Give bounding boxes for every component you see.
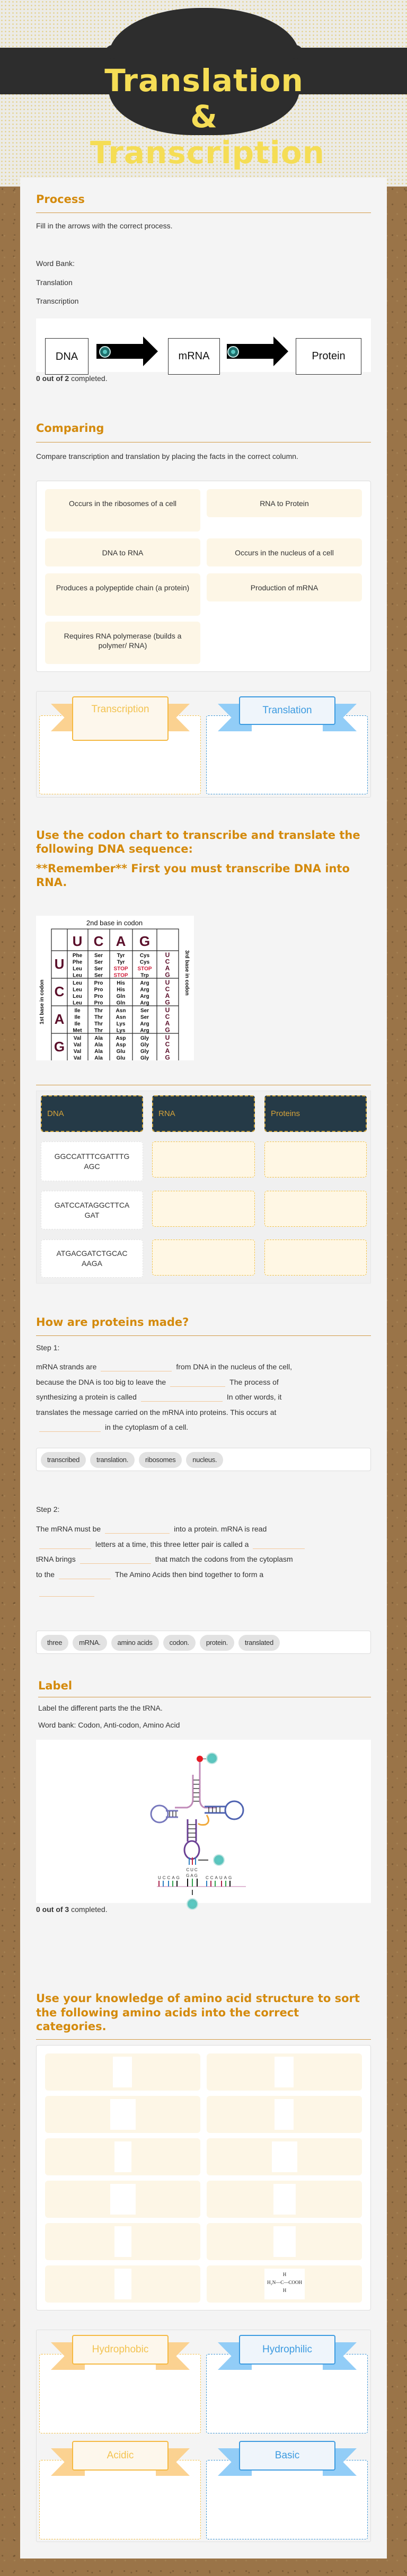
hotspot-codon[interactable]	[187, 1898, 198, 1910]
category-ribbon-acidic	[51, 2441, 190, 2483]
category-label: Translation	[239, 696, 335, 725]
svg-text:Thr: Thr	[94, 1014, 103, 1021]
svg-text:A: A	[116, 933, 126, 949]
step2-text: letters at a time, this three letter pair is called a	[95, 1539, 249, 1548]
trna-diagram	[36, 1740, 371, 1903]
svg-text:3rd base in codon: 3rd base in codon	[184, 950, 190, 996]
blank-input[interactable]	[59, 1571, 111, 1579]
svg-text:Ser: Ser	[140, 1008, 149, 1014]
svg-text:U: U	[165, 979, 170, 986]
process-instruction: Fill in the arrows with the correct process.	[36, 222, 173, 230]
svg-text:Ala: Ala	[94, 1042, 103, 1048]
svg-text:1st base in codon: 1st base in codon	[39, 979, 45, 1024]
svg-text:Leu: Leu	[73, 966, 82, 972]
category-label: Transcription	[72, 696, 169, 741]
protein-drop-zone-2[interactable]	[264, 1191, 367, 1227]
svg-text:Lys: Lys	[116, 1021, 126, 1027]
svg-text:Pro: Pro	[94, 980, 103, 986]
dna-seq-line: GATCCATAGGCTTCA	[54, 1200, 130, 1209]
word-bank-label: Word Bank:	[36, 259, 75, 268]
rna-drop-zone-1[interactable]	[152, 1141, 255, 1178]
svg-text:Asp: Asp	[116, 1035, 126, 1041]
tryptophan-structure-image	[275, 2099, 294, 2130]
category-label: Hydrophobic	[72, 2335, 169, 2365]
amino-item[interactable]	[207, 2096, 362, 2133]
svg-text:His: His	[117, 980, 125, 986]
word-chip[interactable]: codon.	[163, 1635, 196, 1651]
formula-h: H	[282, 2288, 287, 2293]
dna-box: DNA	[45, 338, 89, 375]
svg-text:STOP: STOP	[137, 966, 152, 972]
formula-right: —COOH	[284, 2280, 302, 2285]
svg-text:Leu: Leu	[73, 972, 82, 979]
codon-chart-image	[36, 916, 194, 1060]
rna-drop-zone-2[interactable]	[152, 1191, 255, 1227]
aspartic-acid-structure-image	[110, 2099, 136, 2130]
dna-seq-line: AGC	[84, 1162, 100, 1171]
svg-text:Pro: Pro	[94, 987, 103, 993]
codon-table	[36, 1091, 371, 1283]
svg-text:C: C	[54, 984, 65, 999]
comparing-heading: Comparing	[36, 422, 104, 435]
amino-item[interactable]	[45, 2138, 200, 2175]
amino-item[interactable]	[45, 2223, 200, 2260]
svg-text:CCAUAG: CCAUAG	[206, 1875, 234, 1880]
svg-text:GAG: GAG	[186, 1873, 199, 1878]
process-diagram	[36, 318, 371, 372]
word-chip[interactable]: ribosomes	[139, 1452, 182, 1468]
amino-items-panel	[36, 2045, 371, 2311]
sort-item[interactable]: DNA to RNA	[45, 538, 200, 566]
svg-text:Arg: Arg	[140, 994, 149, 999]
sort-item[interactable]: Production of mRNA	[207, 573, 362, 601]
formula-center: C	[280, 2280, 284, 2285]
category-ribbon-basic	[218, 2441, 357, 2483]
dna-seq-line: AAGA	[82, 1259, 102, 1268]
step2-text: that match the codons from the cytoplasm	[155, 1555, 293, 1564]
label-word-bank: Word bank: Codon, Anti-codon, Amino Acid	[38, 1721, 180, 1729]
amino-heading: Use your knowledge of amino acid structure to sort the following amino acids into the correct categories.	[36, 1992, 360, 2033]
progress-count: 0 out of 2	[36, 374, 69, 383]
svg-text:Glu: Glu	[116, 1049, 126, 1055]
svg-text:Gln: Gln	[116, 1000, 126, 1006]
svg-text:C: C	[165, 1040, 170, 1048]
worksheet-card	[20, 178, 387, 2559]
formula-left: H₂N—	[267, 2280, 281, 2285]
protein-drop-zone-1[interactable]	[264, 1141, 367, 1178]
label-instruction: Label the different parts the the tRNA.	[38, 1704, 163, 1712]
svg-text:Ser: Ser	[94, 953, 103, 959]
sort-item[interactable]: Occurs in the ribosomes of a cell	[45, 489, 200, 532]
step2-text: to the	[36, 1570, 55, 1579]
svg-text:A: A	[54, 1011, 65, 1027]
step1-text: mRNA strands are	[36, 1362, 97, 1371]
protein-box: Protein	[296, 338, 361, 375]
dna-sequence-3	[41, 1240, 143, 1278]
category-label: Basic	[239, 2441, 335, 2471]
methionine-structure-image	[273, 2226, 296, 2257]
svg-text:Ala: Ala	[94, 1049, 103, 1055]
protein-drop-zone-3[interactable]	[264, 1240, 367, 1276]
svg-text:Arg: Arg	[140, 1021, 149, 1027]
svg-text:Met: Met	[73, 1028, 82, 1034]
amino-item[interactable]	[207, 2223, 362, 2260]
blank-input[interactable]	[80, 1555, 151, 1564]
svg-text:G: G	[165, 1054, 170, 1060]
svg-text:A: A	[165, 964, 170, 972]
svg-text:Ser: Ser	[94, 966, 103, 972]
blank-input[interactable]	[105, 1525, 170, 1534]
word-chip[interactable]: three	[41, 1635, 68, 1651]
step1-text: The process of	[229, 1377, 279, 1386]
amino-item[interactable]	[207, 2053, 362, 2091]
svg-text:Ala: Ala	[94, 1035, 103, 1041]
svg-text:A: A	[165, 1047, 170, 1055]
codon-chart	[36, 916, 194, 1060]
svg-text:Arg: Arg	[140, 987, 149, 993]
svg-text:Arg: Arg	[140, 1028, 149, 1034]
glycine-structure-image	[264, 2269, 305, 2299]
blank-input[interactable]	[39, 1541, 91, 1549]
svg-text:C: C	[165, 958, 170, 966]
codon-heading: Use the codon chart to transcribe and translate the following DNA sequence:	[36, 829, 360, 855]
category-label: Hydrophilic	[239, 2335, 335, 2365]
svg-text:Trp: Trp	[140, 972, 149, 979]
svg-text:Asn: Asn	[116, 1008, 126, 1014]
comparing-categories	[36, 691, 371, 798]
svg-text:Gly: Gly	[140, 1042, 149, 1048]
category-ribbon-transcription	[51, 696, 190, 739]
step2-label: Step 2:	[36, 1505, 60, 1513]
word-chip[interactable]: translated	[238, 1635, 280, 1651]
svg-text:Cys: Cys	[139, 953, 150, 959]
svg-text:C: C	[165, 1013, 170, 1021]
svg-text:Pro: Pro	[94, 994, 103, 999]
word-chip[interactable]: amino acids	[111, 1635, 159, 1651]
svg-text:Thr: Thr	[94, 1008, 103, 1014]
svg-text:Tyr: Tyr	[117, 953, 125, 959]
lysine-structure-image	[114, 2226, 131, 2257]
process-progress	[36, 374, 108, 383]
amino-item[interactable]	[45, 2265, 200, 2303]
arrow-head	[143, 337, 158, 366]
amino-item[interactable]	[207, 2265, 362, 2303]
hero-header	[0, 0, 407, 187]
svg-text:Val: Val	[73, 1049, 82, 1055]
dna-seq-line: ATGACGATCTGCAC	[56, 1249, 128, 1258]
category-label: Acidic	[72, 2441, 169, 2471]
column-header-rna: RNA	[152, 1095, 255, 1132]
step1-paragraph	[36, 1359, 371, 1435]
word-chip[interactable]: transcribed	[41, 1452, 86, 1468]
svg-text:Arg: Arg	[140, 1000, 149, 1006]
category-ribbon-hydrophobic	[51, 2335, 190, 2377]
svg-text:Leu: Leu	[73, 1000, 82, 1006]
svg-text:U: U	[165, 1034, 170, 1041]
progress-suffix: completed.	[69, 1905, 108, 1914]
proteins-heading: How are proteins made?	[36, 1316, 189, 1329]
hotspot-amino-acid[interactable]	[206, 1752, 218, 1764]
svg-text:STOP: STOP	[113, 966, 128, 972]
trna-image	[36, 1740, 371, 1903]
step2-text: tRNA brings	[36, 1555, 76, 1564]
codon-reminder: **Remember** First you must transcribe DNA into RNA.	[36, 862, 350, 889]
amino-categories	[36, 2330, 371, 2542]
arrow-head	[273, 337, 288, 366]
svg-text:G: G	[54, 1039, 65, 1055]
svg-text:G: G	[165, 998, 170, 1006]
word-chip[interactable]: translation.	[90, 1452, 135, 1468]
histidine-structure-image	[110, 2184, 136, 2215]
formula-h: H	[282, 2272, 287, 2277]
step2-text: The Amino Acids then bind together to form a	[115, 1570, 264, 1579]
svg-text:Leu: Leu	[73, 980, 82, 986]
progress-count: 0 out of 3	[36, 1905, 69, 1914]
svg-text:G: G	[165, 1026, 170, 1034]
column-header-dna: DNA	[41, 1095, 143, 1132]
amino-divider	[36, 2039, 371, 2040]
comparing-instruction: Compare transcription and translation by placing the facts in the correct column.	[36, 452, 298, 461]
amino-item[interactable]	[207, 2181, 362, 2218]
svg-text:U: U	[54, 956, 65, 972]
dna-seq-line: GGCCATTTCGATTTG	[54, 1152, 130, 1161]
lysine-structure-image	[114, 2141, 131, 2172]
step1-text: because the DNA is too big to leave the	[36, 1377, 166, 1386]
blank-input[interactable]	[39, 1588, 94, 1597]
svg-text:Ser: Ser	[94, 959, 103, 966]
svg-text:U: U	[72, 933, 83, 949]
phenylalanine-structure-image	[113, 2057, 132, 2087]
word-bank-item: Transcription	[36, 297, 79, 305]
rna-drop-zone-3[interactable]	[152, 1240, 255, 1276]
step2-word-bank	[36, 1631, 371, 1654]
word-bank-item: Translation	[36, 278, 73, 287]
dna-seq-line: GAT	[84, 1210, 100, 1219]
svg-text:Pro: Pro	[94, 1000, 103, 1006]
title-line-2: Transcription	[90, 135, 325, 171]
word-chip[interactable]: mRNA.	[73, 1635, 107, 1651]
hotspot-arrow-1[interactable]	[99, 346, 111, 358]
step1-text: In other words, it	[226, 1393, 282, 1402]
svg-text:U: U	[165, 1006, 170, 1014]
label-heading: Label	[38, 1679, 73, 1692]
svg-text:Leu: Leu	[73, 987, 82, 993]
blank-input[interactable]	[39, 1423, 101, 1432]
svg-text:2nd base in codon: 2nd base in codon	[86, 919, 143, 927]
svg-text:Ser: Ser	[94, 972, 103, 979]
sort-item[interactable]: RNA to Protein	[207, 489, 362, 517]
step2-text: into a protein. mRNA is read	[174, 1525, 267, 1533]
svg-text:Thr: Thr	[94, 1028, 103, 1034]
mrna-box: mRNA	[168, 338, 220, 375]
process-heading: Process	[36, 193, 85, 206]
sort-item[interactable]: Produces a polypeptide chain (a protein)	[45, 573, 200, 616]
svg-text:Gly: Gly	[140, 1049, 149, 1055]
step2-paragraph	[36, 1521, 371, 1600]
blank-input[interactable]	[170, 1378, 225, 1387]
svg-text:UCCAG: UCCAG	[158, 1875, 181, 1880]
svg-text:C: C	[165, 985, 170, 993]
aspartic-acid-structure-image	[272, 2141, 297, 2172]
svg-text:C: C	[93, 933, 104, 949]
hotspot-anticodon[interactable]	[213, 1854, 225, 1866]
svg-text:A: A	[165, 1020, 170, 1027]
progress-suffix: completed.	[69, 374, 108, 383]
svg-text:Leu: Leu	[73, 994, 82, 999]
word-chip[interactable]: nucleus.	[186, 1452, 223, 1468]
svg-text:Cys: Cys	[139, 959, 150, 966]
step1-text: synthesizing a protein is called	[36, 1393, 137, 1402]
hotspot-arrow-2[interactable]	[227, 346, 239, 358]
step1-text: in the cytoplasm of a cell.	[105, 1423, 189, 1432]
glutamine-structure-image	[273, 2184, 296, 2215]
step1-text: translates the message carried on the mRNA into proteins. This occurs at	[36, 1407, 277, 1417]
step1-text: from DNA in the nucleus of the cell,	[176, 1362, 293, 1371]
title-line-1: Translation &	[104, 63, 304, 135]
word-chip[interactable]: protein.	[200, 1635, 234, 1651]
dna-sequence-1	[41, 1141, 143, 1181]
sort-item[interactable]: Requires RNA polymerase (builds a polymer/ RNA)	[45, 622, 200, 664]
svg-text:Val: Val	[73, 1055, 82, 1060]
step1-word-bank	[36, 1448, 371, 1471]
svg-text:Phe: Phe	[72, 953, 83, 959]
svg-text:G: G	[165, 971, 170, 979]
svg-text:Glu: Glu	[116, 1055, 126, 1060]
svg-text:CUC: CUC	[186, 1867, 199, 1872]
dna-sequence-2	[41, 1191, 143, 1229]
blank-input[interactable]	[141, 1393, 223, 1402]
label-progress	[36, 1905, 108, 1914]
svg-text:Arg: Arg	[140, 980, 149, 986]
amino-item[interactable]	[45, 2096, 200, 2133]
blank-input[interactable]	[253, 1541, 305, 1549]
svg-text:Thr: Thr	[94, 1021, 103, 1027]
svg-text:Val: Val	[73, 1042, 82, 1048]
proteins-divider	[36, 1335, 371, 1336]
svg-text:Ile: Ile	[74, 1008, 81, 1014]
svg-text:Phe: Phe	[72, 959, 83, 966]
column-header-proteins: Proteins	[264, 1095, 367, 1132]
lysine-structure-image	[114, 2269, 131, 2299]
svg-text:Gly: Gly	[140, 1035, 149, 1041]
svg-text:STOP: STOP	[113, 972, 128, 979]
amino-item[interactable]	[207, 2138, 362, 2175]
svg-text:Ala: Ala	[94, 1055, 103, 1060]
step1-label: Step 1:	[36, 1343, 60, 1352]
category-ribbon-hydrophilic	[218, 2335, 357, 2377]
formula-row	[264, 2279, 305, 2287]
page-title	[90, 63, 325, 171]
svg-text:Ile: Ile	[74, 1021, 81, 1027]
svg-text:Gly: Gly	[140, 1055, 149, 1060]
blank-input[interactable]	[101, 1363, 172, 1371]
svg-text:A: A	[165, 992, 170, 999]
svg-text:His: His	[117, 987, 125, 993]
step2-text: The mRNA must be	[36, 1525, 101, 1533]
svg-text:U: U	[165, 951, 170, 959]
amino-item[interactable]	[45, 2181, 200, 2218]
tyrosine-structure-image	[275, 2057, 294, 2087]
svg-text:Ile: Ile	[74, 1014, 81, 1021]
sort-items-panel	[36, 481, 371, 672]
svg-text:Asn: Asn	[116, 1014, 126, 1021]
svg-text:Lys: Lys	[116, 1028, 126, 1034]
category-ribbon-translation	[218, 696, 357, 739]
amino-item[interactable]	[45, 2053, 200, 2091]
sort-item[interactable]: Occurs in the nucleus of a cell	[207, 538, 362, 566]
svg-text:Tyr: Tyr	[117, 959, 125, 966]
svg-text:Asp: Asp	[116, 1042, 126, 1048]
svg-text:Gln: Gln	[116, 994, 126, 999]
svg-text:G: G	[139, 933, 151, 949]
svg-text:Val: Val	[73, 1035, 82, 1041]
svg-text:Ser: Ser	[140, 1014, 149, 1021]
